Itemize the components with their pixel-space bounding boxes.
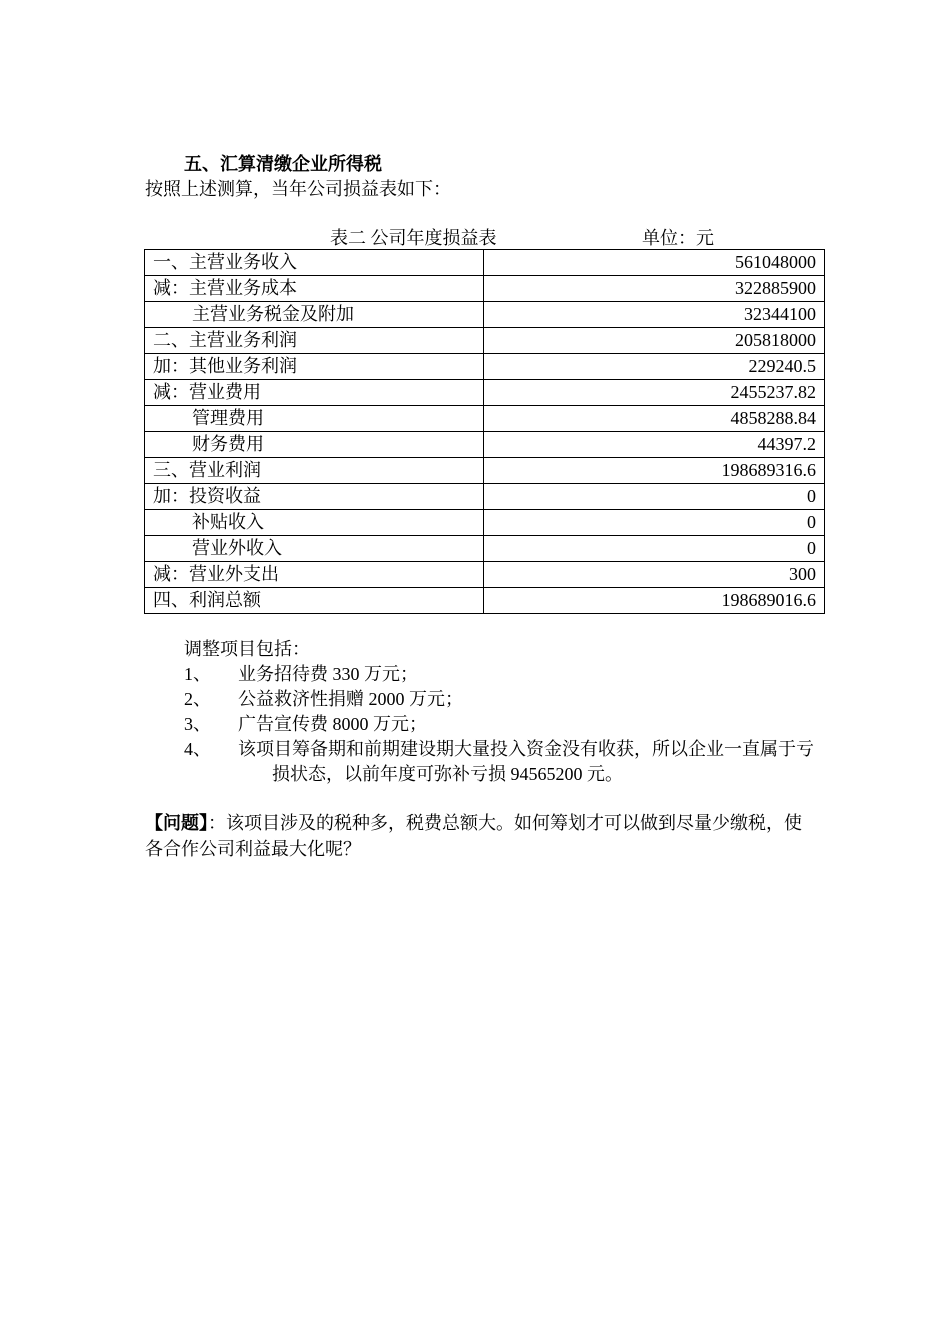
list-item <box>184 712 814 737</box>
list-item <box>184 662 814 687</box>
table-row <box>145 302 825 328</box>
list-item <box>184 687 814 712</box>
row-label: 四、利润总额 <box>145 588 484 614</box>
list-item-text: 广告宣传费 8000 万元； <box>238 714 427 734</box>
row-value: 198689016.6 <box>484 588 825 614</box>
row-label: 二、主营业务利润 <box>145 328 484 354</box>
table-row <box>145 432 825 458</box>
row-value: 300 <box>484 562 825 588</box>
table-row <box>145 380 825 406</box>
list-item <box>184 737 814 787</box>
row-label: 一、主营业务收入 <box>145 250 484 276</box>
adjustments-heading: 调整项目包括： <box>184 639 310 659</box>
row-label: 管理费用 <box>145 406 484 432</box>
table-row <box>145 536 825 562</box>
row-value: 0 <box>484 510 825 536</box>
question-text: ：该项目涉及的税种多，税费总额大。如何筹划才可以做到尽量少缴税，使各合作公司利益最大化呢？ <box>145 813 802 859</box>
row-label: 减：营业外支出 <box>145 562 484 588</box>
row-value: 322885900 <box>484 276 825 302</box>
income-table-body <box>145 250 825 614</box>
table-row <box>145 484 825 510</box>
row-label: 财务费用 <box>145 432 484 458</box>
table-title: 表二 公司年度损益表 <box>330 228 497 248</box>
list-item-number: 3、 <box>184 714 211 734</box>
table-row <box>145 250 825 276</box>
row-label: 补贴收入 <box>145 510 484 536</box>
row-label: 加：投资收益 <box>145 484 484 510</box>
row-value: 229240.5 <box>484 354 825 380</box>
row-label: 减：主营业务成本 <box>145 276 484 302</box>
table-row <box>145 354 825 380</box>
table-row <box>145 406 825 432</box>
list-item-number: 2、 <box>184 689 211 709</box>
list-item-text: 公益救济性捐赠 2000 万元； <box>238 689 463 709</box>
table-row <box>145 510 825 536</box>
row-value: 561048000 <box>484 250 825 276</box>
table-row <box>145 328 825 354</box>
row-label: 三、营业利润 <box>145 458 484 484</box>
row-label: 加：其他业务利润 <box>145 354 484 380</box>
row-label: 主营业务税金及附加 <box>145 302 484 328</box>
question-tag: 【问题】 <box>145 813 208 833</box>
row-value: 32344100 <box>484 302 825 328</box>
row-value: 0 <box>484 536 825 562</box>
row-value: 2455237.82 <box>484 380 825 406</box>
list-item-number: 1、 <box>184 664 211 684</box>
row-value: 4858288.84 <box>484 406 825 432</box>
table-caption <box>145 227 825 249</box>
list-item-text: 业务招待费 330 万元； <box>238 664 418 684</box>
table-row <box>145 588 825 614</box>
list-item-number: 4、 <box>184 739 211 759</box>
row-label: 营业外收入 <box>145 536 484 562</box>
table-row <box>145 562 825 588</box>
table-row <box>145 458 825 484</box>
table-row <box>145 276 825 302</box>
row-value: 44397.2 <box>484 432 825 458</box>
row-value: 0 <box>484 484 825 510</box>
question-paragraph <box>145 810 813 862</box>
income-statement-table <box>144 249 825 614</box>
section-title: 五、汇算清缴企业所得税 <box>184 154 382 174</box>
intro-paragraph: 按照上述测算，当年公司损益表如下： <box>145 179 451 199</box>
adjustments-list <box>184 662 814 787</box>
table-unit: 单位：元 <box>642 228 714 248</box>
row-value: 198689316.6 <box>484 458 825 484</box>
row-value: 205818000 <box>484 328 825 354</box>
row-label: 减：营业费用 <box>145 380 484 406</box>
list-item-text: 该项目筹备期和前期建设期大量投入资金没有收获，所以企业一直属于亏损状态，以前年度可弥补亏损 94565200 元。 <box>238 739 814 784</box>
